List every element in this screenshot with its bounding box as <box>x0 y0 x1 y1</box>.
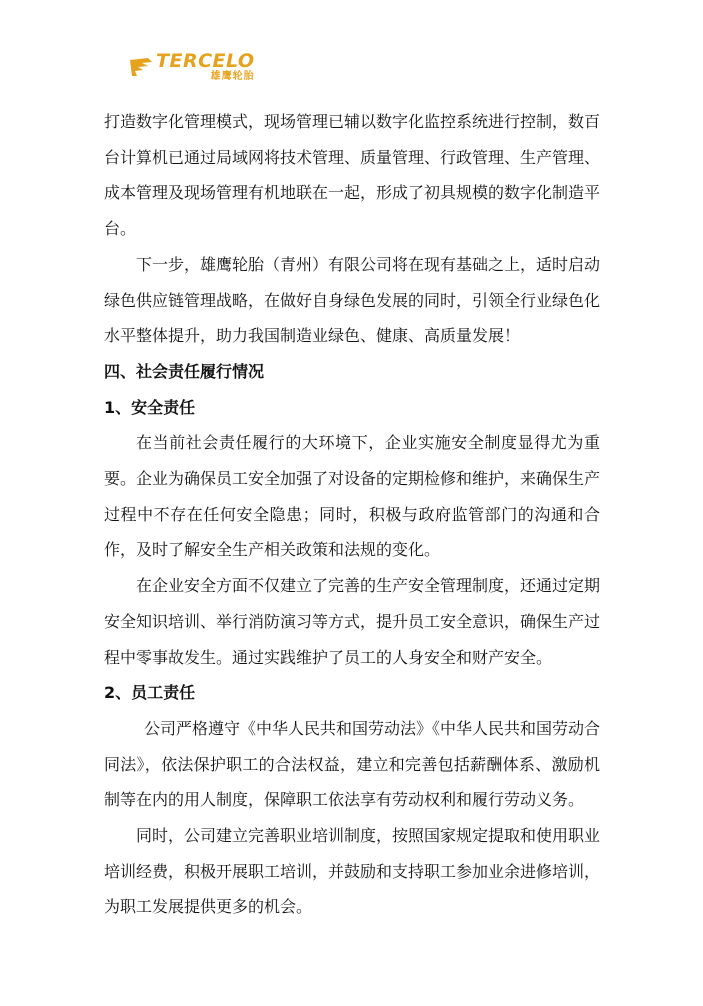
eagle-wing-icon <box>128 54 154 80</box>
logo-name: TERCELO <box>156 50 255 72</box>
paragraph-safety-1: 在当前社会责任履行的大环境下，企业实施安全制度显得尤为重要。企业为确保员工安全加强了对设备的定期检修和维护，来确保生产过程中不存在任何安全隐患；同时，积极与政府监管部门的沟通和合作，及时了解安全生产相关政策和法规的变化。 <box>104 433 601 560</box>
subheading-employee: 2、员工责任 <box>104 683 196 703</box>
paragraph-safety-2: 在企业安全方面不仅建立了完善的生产安全管理制度，还通过定期安全知识培训、举行消防演习等方式，提升员工安全意识，确保生产过程中零事故发生。通过实践维护了员工的人身安全和财产安全。 <box>104 576 601 667</box>
section-heading-social-responsibility: 四、社会责任履行情况 <box>104 361 265 381</box>
paragraph-employee-1: 公司严格遵守《中华人民共和国劳动法》《中华人民共和国劳动合同法》，依法保护职工的合法权益，建立和完善包括薪酬体系、激励机制等在内的用人制度，保障职工依法享有劳动权利和履行劳动义务。 <box>104 718 601 810</box>
paragraph-digital-platform: 打造数字化管理模式，现场管理已辅以数字化监控系统进行控制，数百台计算机已通过局域网将技术管理、质量管理、行政管理、生产管理、成本管理及现场管理有机地联在一起，形成了初具规模的数字化制造平台。 <box>104 112 601 239</box>
paragraph-employee-2: 同时，公司建立完善职业培训制度，按照国家规定提取和使用职业培训经费，积极开展职工培训，并鼓励和支持职工参加业余进修培训，为职工发展提供更多的机会。 <box>104 826 601 917</box>
paragraph-next-step: 下一步，雄鹰轮胎（青州）有限公司将在现有基础之上，适时启动绿色供应链管理战略，在做好自身绿色发展的同时，引领全行业绿色化水平整体提升，助力我国制造业绿色、健康、高质量发展！ <box>104 254 601 346</box>
document-body <box>104 104 600 925</box>
logo-subtitle: 雄鹰轮胎 <box>210 71 255 82</box>
company-logo <box>128 52 255 82</box>
subheading-safety: 1、安全责任 <box>104 397 196 417</box>
